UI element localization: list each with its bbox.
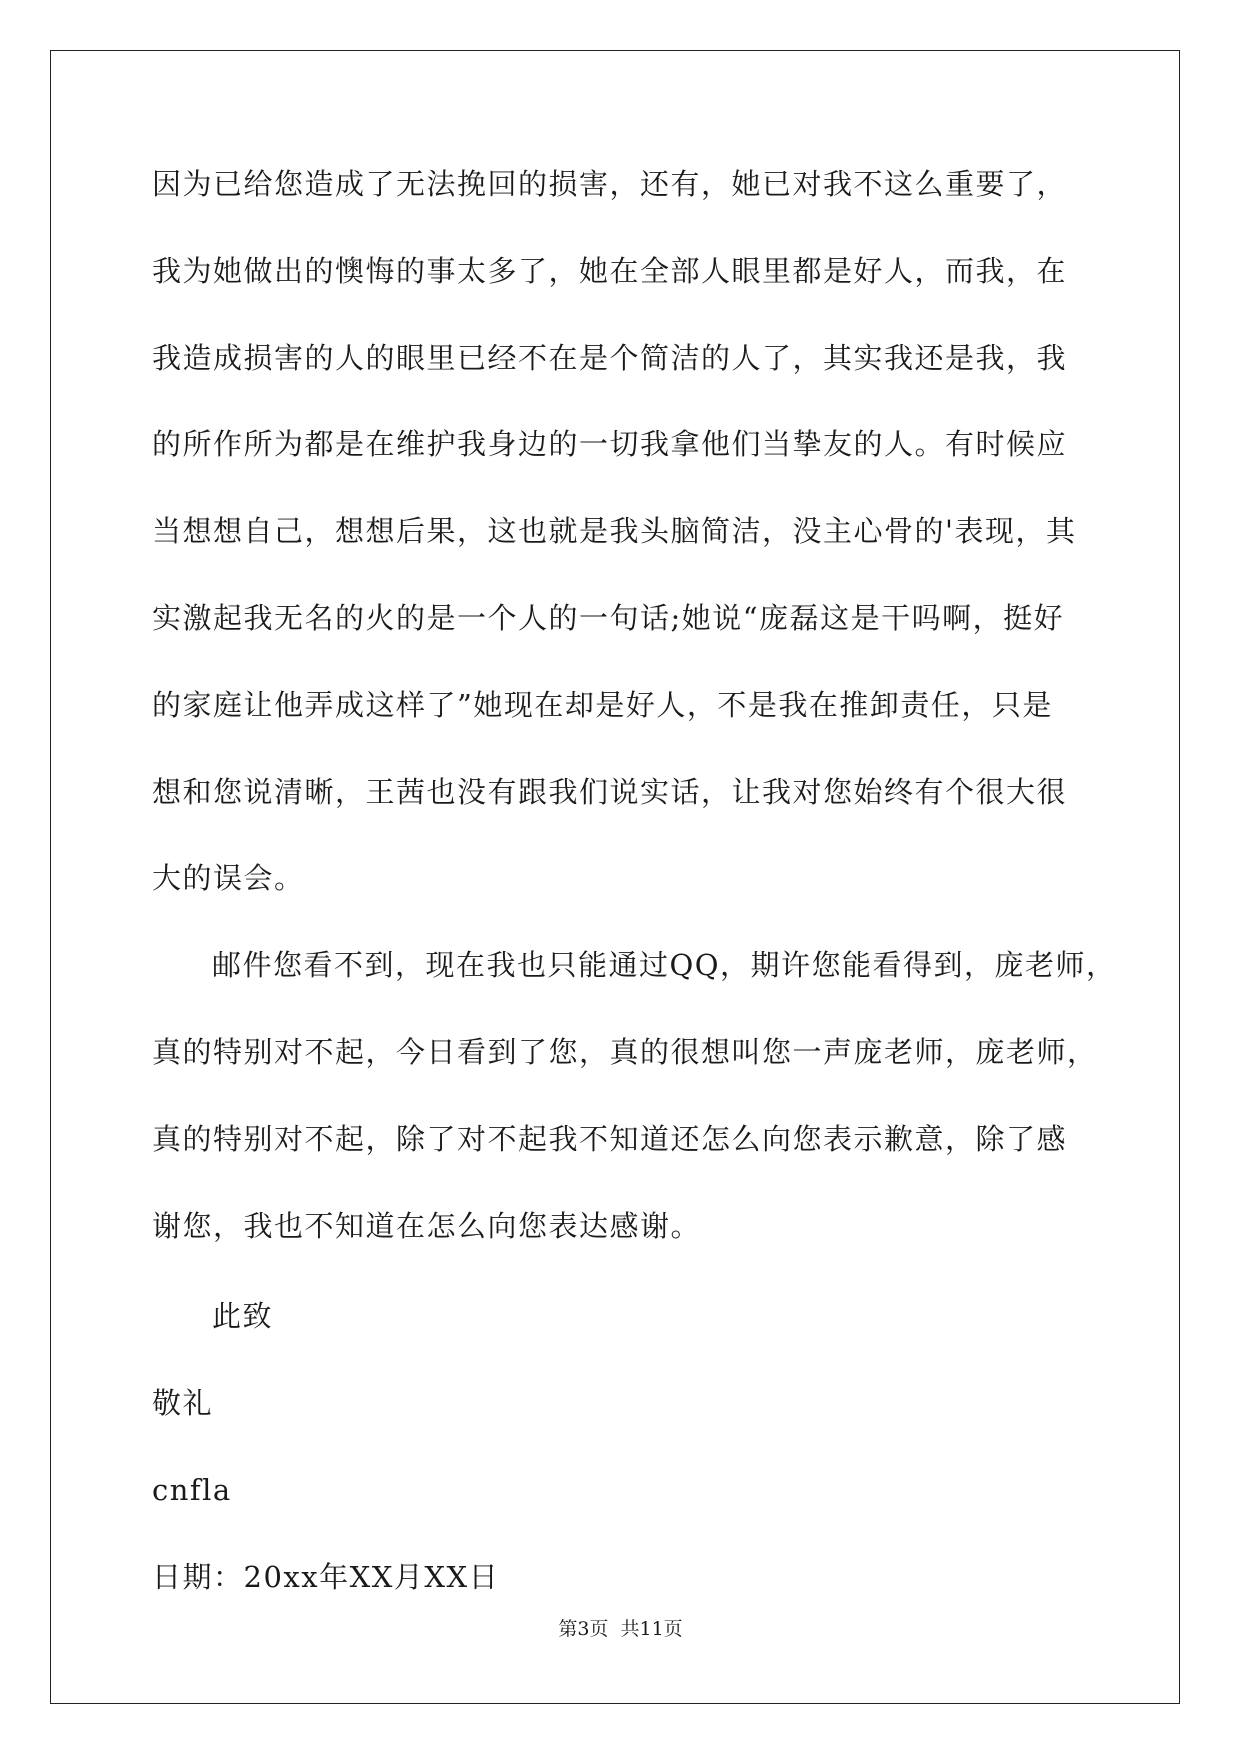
text-line: 真的特别对不起，今日看到了您，真的很想叫您一声庞老师，庞老师，: [152, 1034, 1098, 1069]
closing-salutation: 此致: [212, 1299, 274, 1334]
text-line: 的所作所为都是在维护我身边的一切我拿他们当挚友的人。有时候应: [152, 427, 1068, 462]
text-line: 因为已给您造成了无法挽回的损害，还有，她已对我不这么重要了，: [152, 167, 1068, 201]
text-line: 我为她做出的懊悔的事太多了，她在全部人眼里都是好人，而我，在: [152, 253, 1068, 288]
text-line: 大的误会。: [152, 861, 305, 896]
text-line: 邮件您看不到，现在我也只能通过QQ，期许您能看得到，庞老师，: [212, 948, 1117, 983]
text-line: 实激起我无名的火的是一个人的一句话;她说“庞磊这是干吗啊，挺好: [152, 600, 1065, 635]
text-line: 我造成损害的人的眼里已经不在是个简洁的人了，其实我还是我，我: [152, 340, 1068, 375]
text-line: 当想想自己，想想后果，这也就是我头脑简洁，没主心骨的'表现，其: [152, 514, 1077, 549]
letter-date: 日期：20xx年XX月XX日: [152, 1559, 500, 1594]
sender-name: cnfla: [152, 1472, 232, 1507]
text-line: 真的特别对不起，除了对不起我不知道还怎么向您表示歉意，除了感: [152, 1121, 1068, 1156]
closing-regards: 敬礼: [152, 1386, 214, 1421]
text-line: 的家庭让他弄成这样了”她现在却是好人，不是我在推卸责任，只是: [152, 687, 1053, 722]
page-number: 第3页 共11页: [558, 1618, 683, 1640]
text-line: 想和您说清晰，王茜也没有跟我们说实话，让我对您始终有个很大很: [152, 774, 1068, 809]
letter-body: [152, 164, 1117, 1644]
text-line: 谢您，我也不知道在怎么向您表达感谢。: [152, 1208, 702, 1243]
